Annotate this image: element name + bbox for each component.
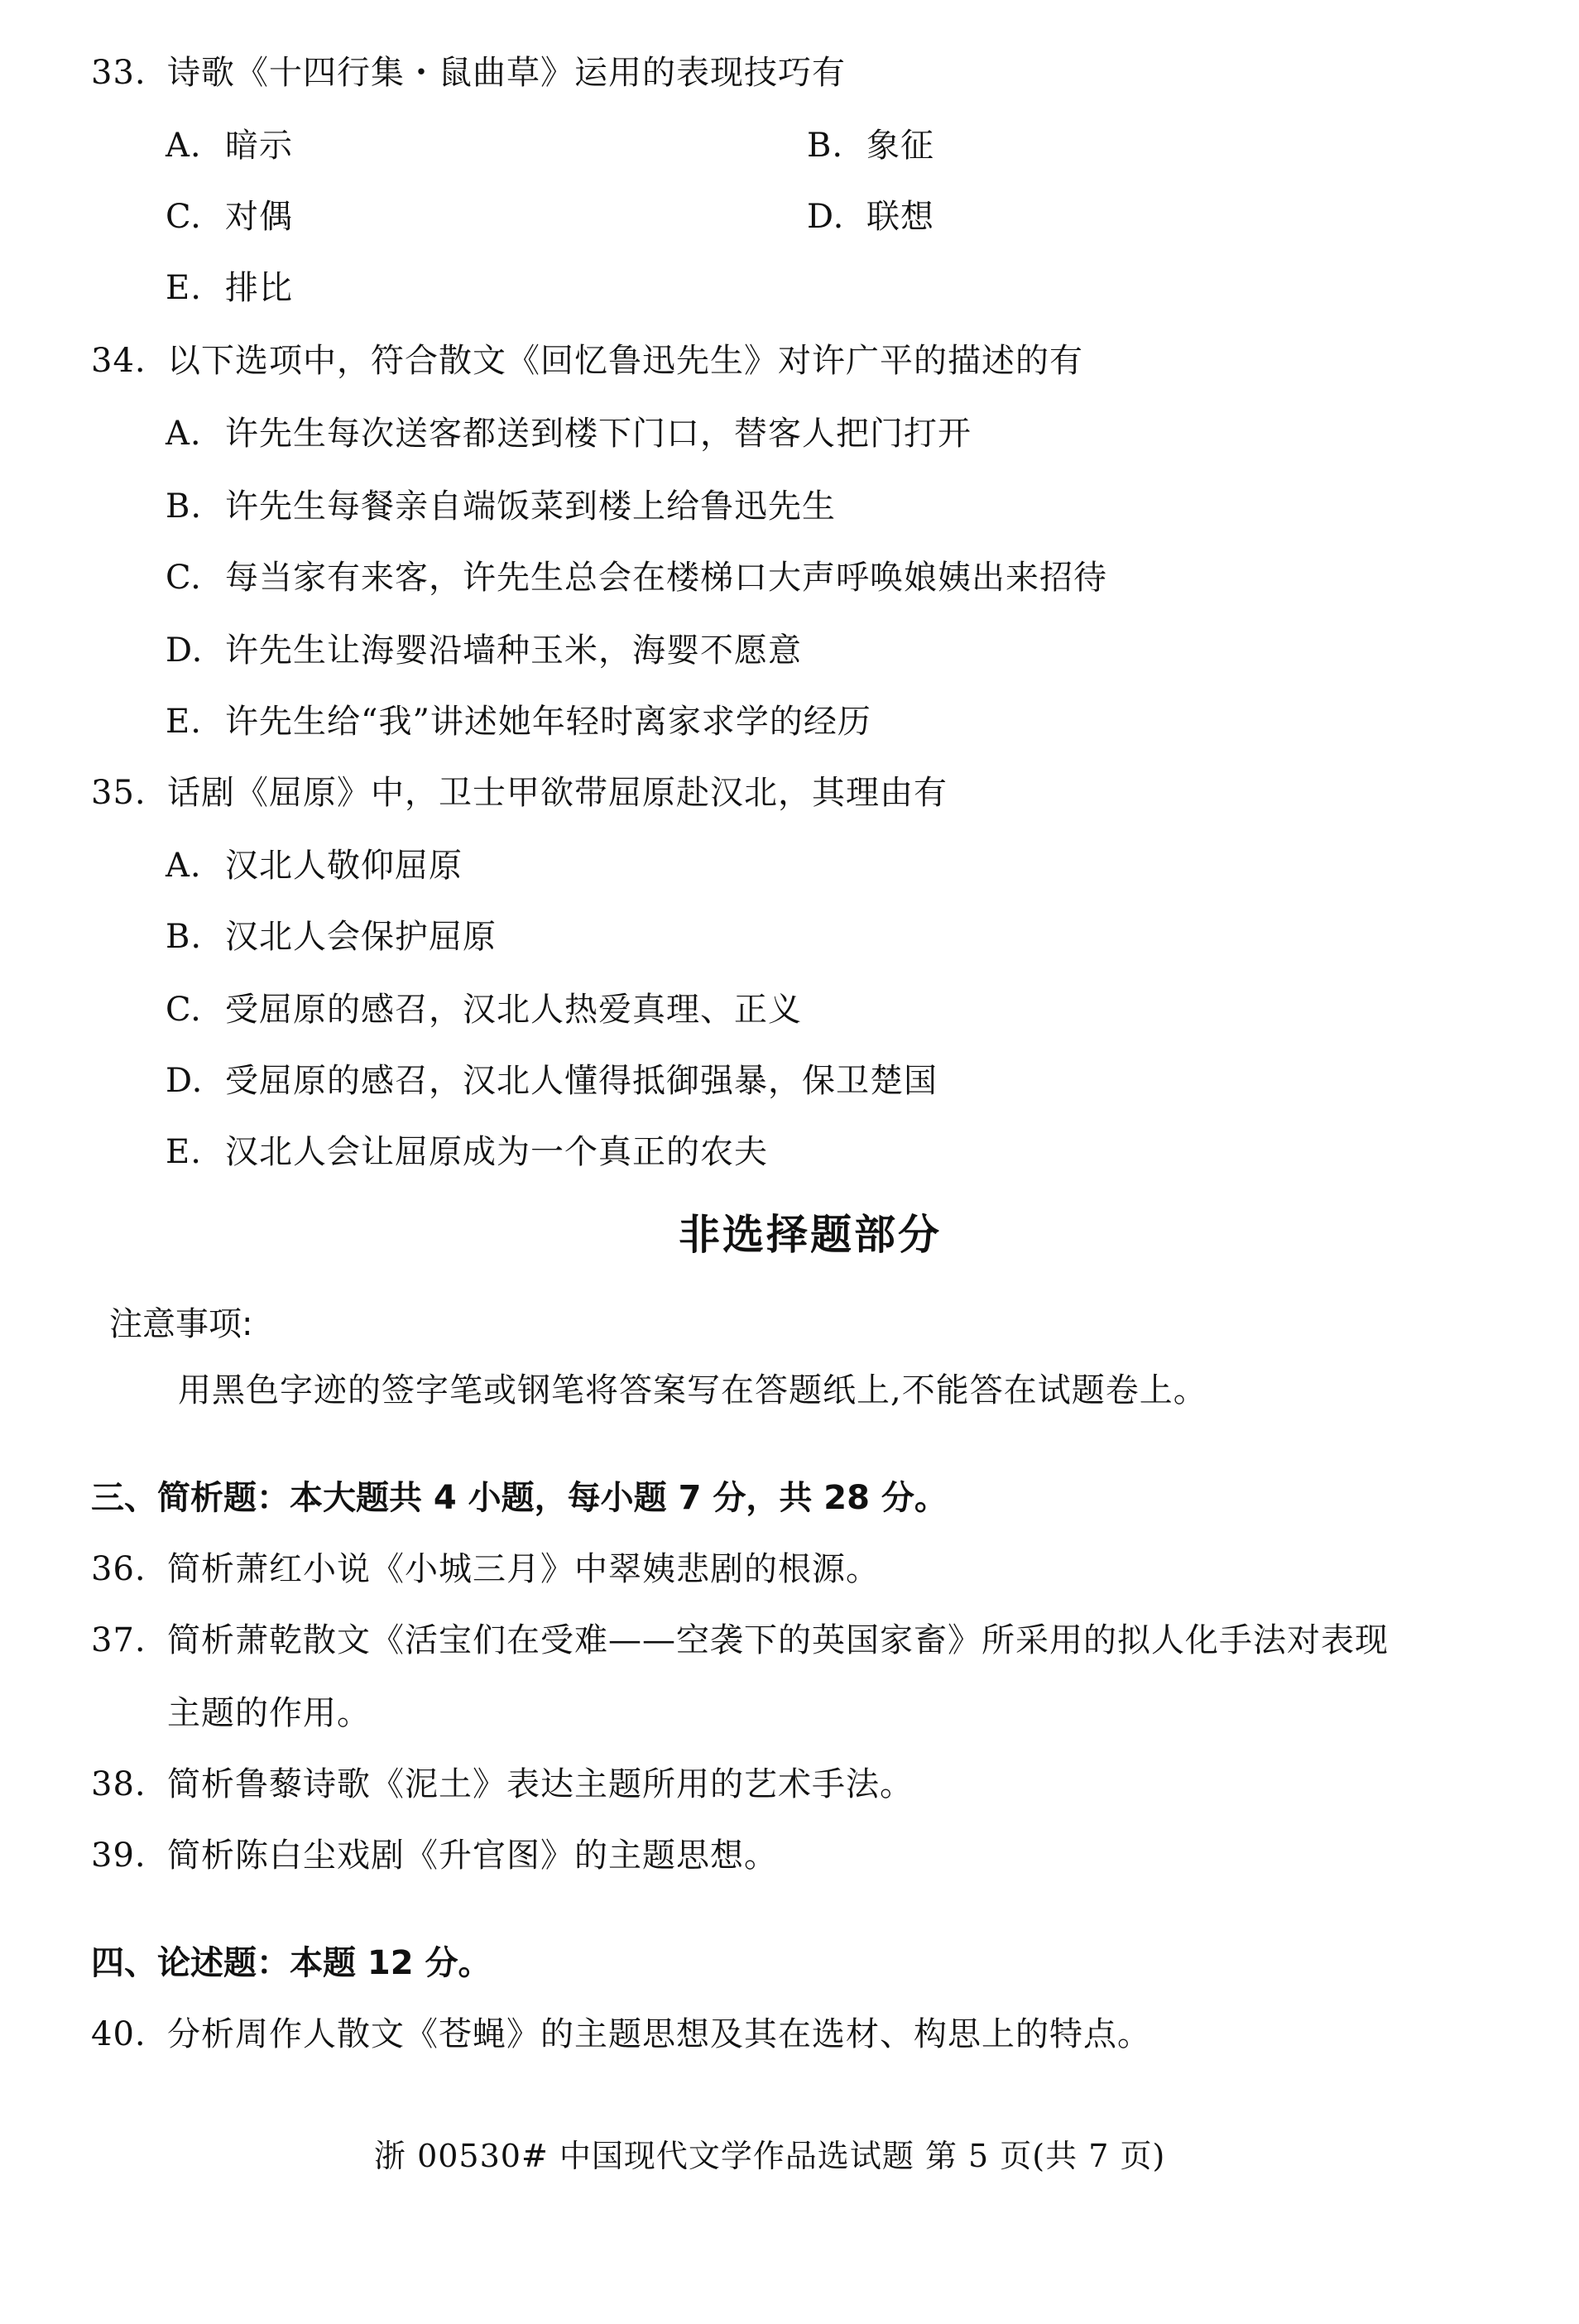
question-number: 38. [91, 1765, 146, 1803]
option-35-c [166, 988, 802, 1031]
question-37 [91, 1619, 1389, 1662]
option-text: 受屈原的感召，汉北人懂得抵御强暴，保卫楚国 [225, 1062, 938, 1100]
option-letter: D. [807, 198, 845, 236]
question-number: 37. [91, 1621, 146, 1659]
option-letter: B. [807, 127, 844, 165]
question-number: 36. [91, 1550, 146, 1588]
option-letter: D. [166, 631, 204, 670]
option-text: 许先生每餐亲自端饭菜到楼上给鲁迅先生 [225, 487, 836, 526]
question-number: 34. [91, 342, 146, 380]
question-text: 简析萧乾散文《活宝们在受难——空袭下的英国家畜》所采用的拟人化手法对表现 [167, 1621, 1389, 1659]
option-35-e [166, 1131, 768, 1174]
option-35-d [166, 1059, 938, 1102]
question-text: 简析鲁藜诗歌《泥土》表达主题所用的艺术手法。 [167, 1765, 914, 1803]
option-33-b [807, 124, 934, 167]
option-34-c [166, 556, 1107, 599]
option-text: 暗示 [225, 127, 293, 165]
option-text: 汉北人敬仰屈原 [225, 847, 463, 885]
option-text: 象征 [866, 127, 934, 165]
question-38 [91, 1763, 914, 1806]
section-title-nonchoice: 非选择题部分 [679, 1211, 942, 1259]
option-text: 每当家有来客，许先生总会在楼梯口大声呼唤娘姨出来招待 [225, 559, 1107, 597]
question-39 [91, 1834, 778, 1877]
option-34-b [166, 485, 836, 528]
question-36 [91, 1548, 880, 1591]
option-35-a [166, 844, 463, 887]
question-text: 简析萧红小说《小城三月》中翠姨悲剧的根源。 [167, 1550, 880, 1588]
question-text: 简析陈白尘戏剧《升官图》的主题思想。 [167, 1837, 778, 1875]
question-40 [91, 2013, 1151, 2056]
question-text: 分析周作人散文《苍蝇》的主题思想及其在选材、构思上的特点。 [167, 2015, 1151, 2053]
option-letter: E. [166, 703, 202, 741]
option-34-a [166, 412, 972, 455]
option-33-c [166, 195, 293, 238]
option-letter: C. [166, 198, 202, 236]
option-text: 许先生让海婴沿墙种玉米，海婴不愿意 [225, 631, 802, 670]
question-number: 39. [91, 1837, 146, 1875]
option-35-b [166, 915, 497, 958]
option-letter: C. [166, 991, 202, 1029]
section-3-heading: 三、简析题：本大题共 4 小题，每小题 7 分，共 28 分。 [91, 1479, 948, 1517]
option-text: 汉北人会让屈原成为一个真正的农夫 [225, 1133, 768, 1171]
option-letter: E. [166, 269, 202, 307]
section-4-heading: 四、论述题：本题 12 分。 [91, 1944, 492, 1982]
option-33-e [166, 266, 293, 310]
option-text: 许先生每次送客都送到楼下门口，替客人把门打开 [225, 415, 972, 453]
option-letter: E. [166, 1133, 202, 1171]
question-number: 33. [91, 54, 146, 92]
option-text: 对偶 [225, 198, 293, 236]
option-33-d [807, 195, 934, 238]
option-text: 受屈原的感召，汉北人热爱真理、正义 [225, 991, 802, 1029]
question-37-continuation: 主题的作用。 [167, 1694, 371, 1732]
option-letter: B. [166, 487, 203, 526]
question-stem: 以下选项中，符合散文《回忆鲁迅先生》对许广平的描述的有 [167, 342, 1083, 380]
question-number: 40. [91, 2015, 146, 2053]
option-text: 排比 [225, 269, 293, 307]
question-35 [91, 771, 948, 814]
option-letter: D. [166, 1062, 204, 1100]
option-letter: A. [166, 127, 202, 165]
question-number: 35. [91, 774, 146, 812]
option-text: 联想 [866, 198, 934, 236]
page-footer: 浙 00530# 中国现代文学作品选试题 第 5 页(共 7 页) [374, 2138, 1166, 2174]
notice-text: 用黑色字迹的签字笔或钢笔将答案写在答题纸上,不能答在试题卷上。 [178, 1371, 1207, 1409]
notice-label: 注意事项: [109, 1305, 253, 1343]
option-34-d [166, 629, 802, 672]
option-letter: A. [166, 415, 202, 453]
option-33-a [166, 124, 293, 167]
option-34-e [166, 700, 871, 743]
question-33 [91, 51, 846, 94]
option-letter: B. [166, 918, 203, 956]
option-letter: A. [166, 847, 202, 885]
question-stem: 话剧《屈原》中，卫士甲欲带屈原赴汉北，其理由有 [167, 774, 948, 812]
question-34 [91, 339, 1083, 382]
option-text: 汉北人会保护屈原 [225, 918, 497, 956]
option-letter: C. [166, 559, 202, 597]
question-stem: 诗歌《十四行集・鼠曲草》运用的表现技巧有 [167, 54, 846, 92]
option-text: 许先生给“我”讲述她年轻时离家求学的经历 [225, 703, 871, 741]
